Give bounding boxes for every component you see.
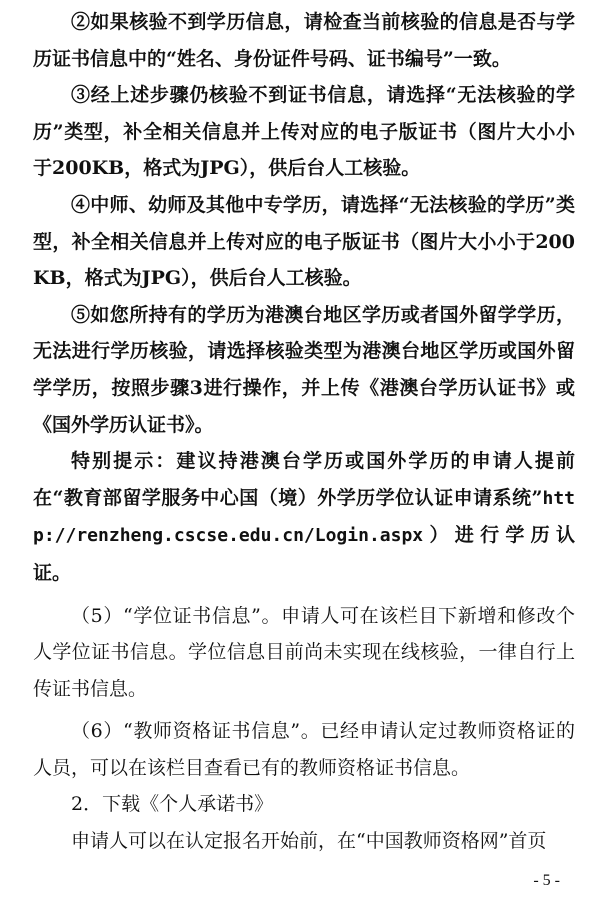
paragraph-check-info: ②如果核验不到学历信息，请检查当前核验的信息是否与学历证书信息中的“姓名、身份证件号码、证书编号”一致。 bbox=[33, 11, 575, 70]
page-body bbox=[33, 4, 575, 860]
section-heading-download-pledge: 2．下载《个人承诺书》 bbox=[71, 793, 274, 816]
paragraph-teacher-certificate: （6）“教师资格证书信息”。已经申请认定过教师资格证的人员，可以在该栏目查看已有的教师资格证书信息。 bbox=[33, 720, 575, 779]
special-notice-text: 特别提示：建议持港澳台学历或国外学历的申请人提前在“教育部留学服务中心国（境）外学历学位认证申请系统” bbox=[33, 450, 575, 509]
paragraph-unverifiable-degree: ③经上述步骤仍核验不到证书信息，请选择“无法核验的学历”类型，补全相关信息并上传对应的电子版证书（图片大小小于200KB，格式为JPG），供后台人工核验。 bbox=[33, 84, 575, 180]
special-notice-tail: ）进行学历认证。 bbox=[33, 524, 575, 584]
paragraph-download-pledge: 申请人可以在认定报名开始前，在“中国教师资格网”首页 bbox=[71, 830, 547, 853]
paragraph-special-notice bbox=[33, 443, 575, 591]
page-number: - 5 - bbox=[533, 872, 560, 889]
paragraph-overseas-degree: ⑤如您所持有的学历为港澳台地区学历或者国外留学学历，无法进行学历核验，请选择核验类型为港澳台地区学历或国外留学学历，按照步骤3进行操作，并上传《港澳台学历认证书》或《国外学历认证书》。 bbox=[33, 303, 575, 436]
paragraph-degree-certificate: （5）“学位证书信息”。申请人可在该栏目下新增和修改个人学位证书信息。学位信息目前尚未实现在线核验，一律自行上传证书信息。 bbox=[33, 604, 575, 700]
paragraph-secondary-vocational: ④中师、幼师及其他中专学历，请选择“无法核验的学历”类型，补全相关信息并上传对应的电子版证书（图片大小小于200KB，格式为JPG），供后台人工核验。 bbox=[33, 193, 575, 290]
cscse-url-link[interactable]: http://renzheng.cscse.edu.cn/Login.aspx bbox=[33, 487, 575, 547]
